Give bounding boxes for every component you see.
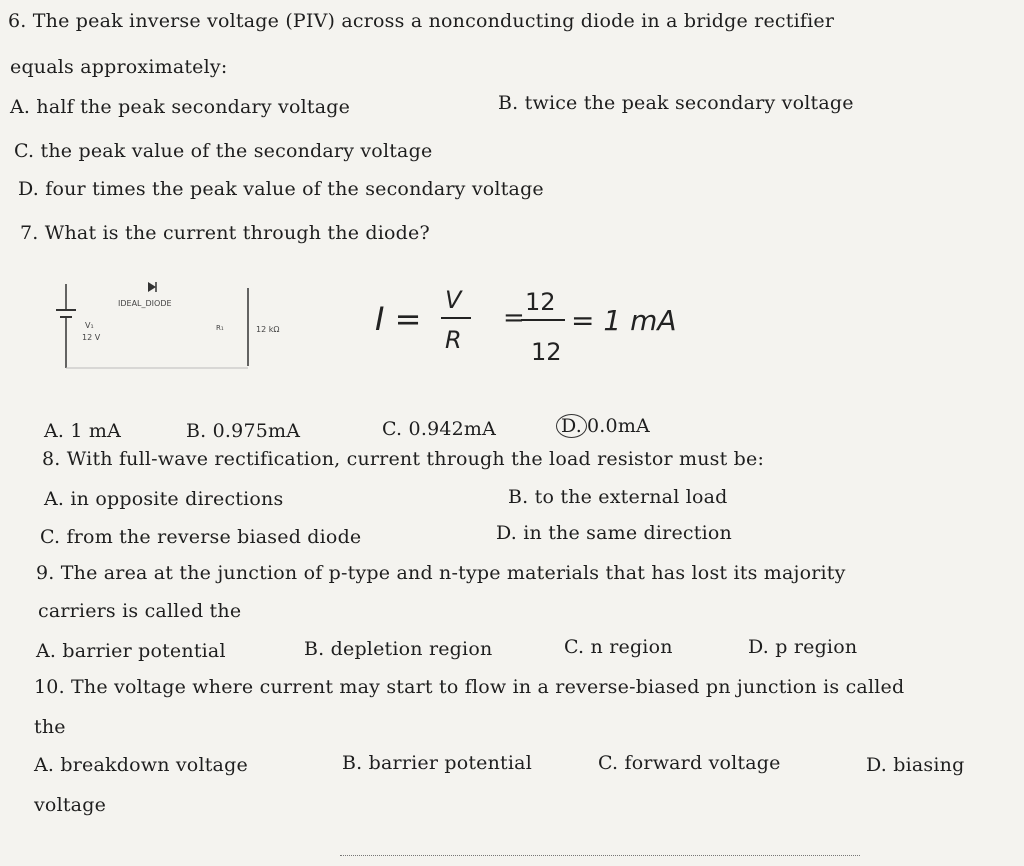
q8-option-d: D. in the same direction [496, 522, 732, 544]
q10-option-d-line2: voltage [34, 794, 107, 816]
q10-stem-line2: the [34, 716, 66, 738]
q9-option-d: D. p region [748, 636, 858, 658]
diode-circuit-diagram [30, 262, 330, 392]
q6-option-b: B. twice the peak secondary voltage [498, 92, 854, 114]
q9-stem-line1: 9. The area at the junction of p-type and n-type materials that has lost its majority [36, 562, 846, 584]
q9-option-a: A. barrier potential [36, 640, 226, 662]
hand-v: V [445, 286, 462, 314]
q8-option-b: B. to the external load [508, 486, 728, 508]
hand-result: = 1 mA [571, 304, 677, 337]
answer-circle-icon: D. [556, 414, 587, 438]
hand-i: I = [375, 300, 422, 338]
q6-stem-line1: 6. The peak inverse voltage (PIV) across a nonconducting diode in a bridge rectifier [8, 10, 835, 32]
q7-option-d: D. 0.0mA [556, 414, 650, 438]
hand-eq1: = [503, 303, 525, 333]
q8-option-a: A. in opposite directions [44, 488, 284, 510]
source-value: 12 V [82, 333, 101, 342]
resistor-label: R₁ [216, 324, 224, 332]
q8-option-c: C. from the reverse biased diode [40, 526, 362, 548]
diode-icon [148, 282, 156, 292]
q10-stem-line1: 10. The voltage where current may start to flow in a reverse-biased pn junction is called [34, 676, 905, 698]
q7-option-a: A. 1 mA [44, 420, 122, 442]
q6-option-c: C. the peak value of the secondary voltage [14, 140, 433, 162]
q10-option-a: A. breakdown voltage [34, 754, 248, 776]
resistor-value: 12 kΩ [256, 325, 280, 334]
q9-stem-line2: carriers is called the [38, 600, 242, 622]
handwritten-calculation [375, 278, 695, 378]
q10-option-b: B. barrier potential [342, 752, 532, 774]
q9-option-c: C. n region [564, 636, 673, 658]
source-label: V₁ [85, 321, 94, 330]
q7-stem: 7. What is the current through the diode? [20, 222, 430, 244]
q10-option-c: C. forward voltage [598, 752, 781, 774]
hand-num: 12 [525, 288, 556, 316]
q6-option-a: A. half the peak secondary voltage [10, 96, 351, 118]
q10-option-d-line1: D. biasing [866, 754, 965, 776]
diode-label: IDEAL_DIODE [118, 299, 172, 308]
q6-option-d: D. four times the peak value of the secondary voltage [18, 178, 544, 200]
hand-r: R [445, 326, 462, 354]
q8-stem: 8. With full-wave rectification, current through the load resistor must be: [42, 448, 765, 470]
q7-option-b: B. 0.975mA [186, 420, 301, 442]
q9-option-b: B. depletion region [304, 638, 493, 660]
hand-den: 12 [531, 338, 562, 366]
page-bottom-rule [340, 855, 860, 856]
q7-option-c: C. 0.942mA [382, 418, 497, 440]
q6-stem-line2: equals approximately: [10, 56, 228, 78]
